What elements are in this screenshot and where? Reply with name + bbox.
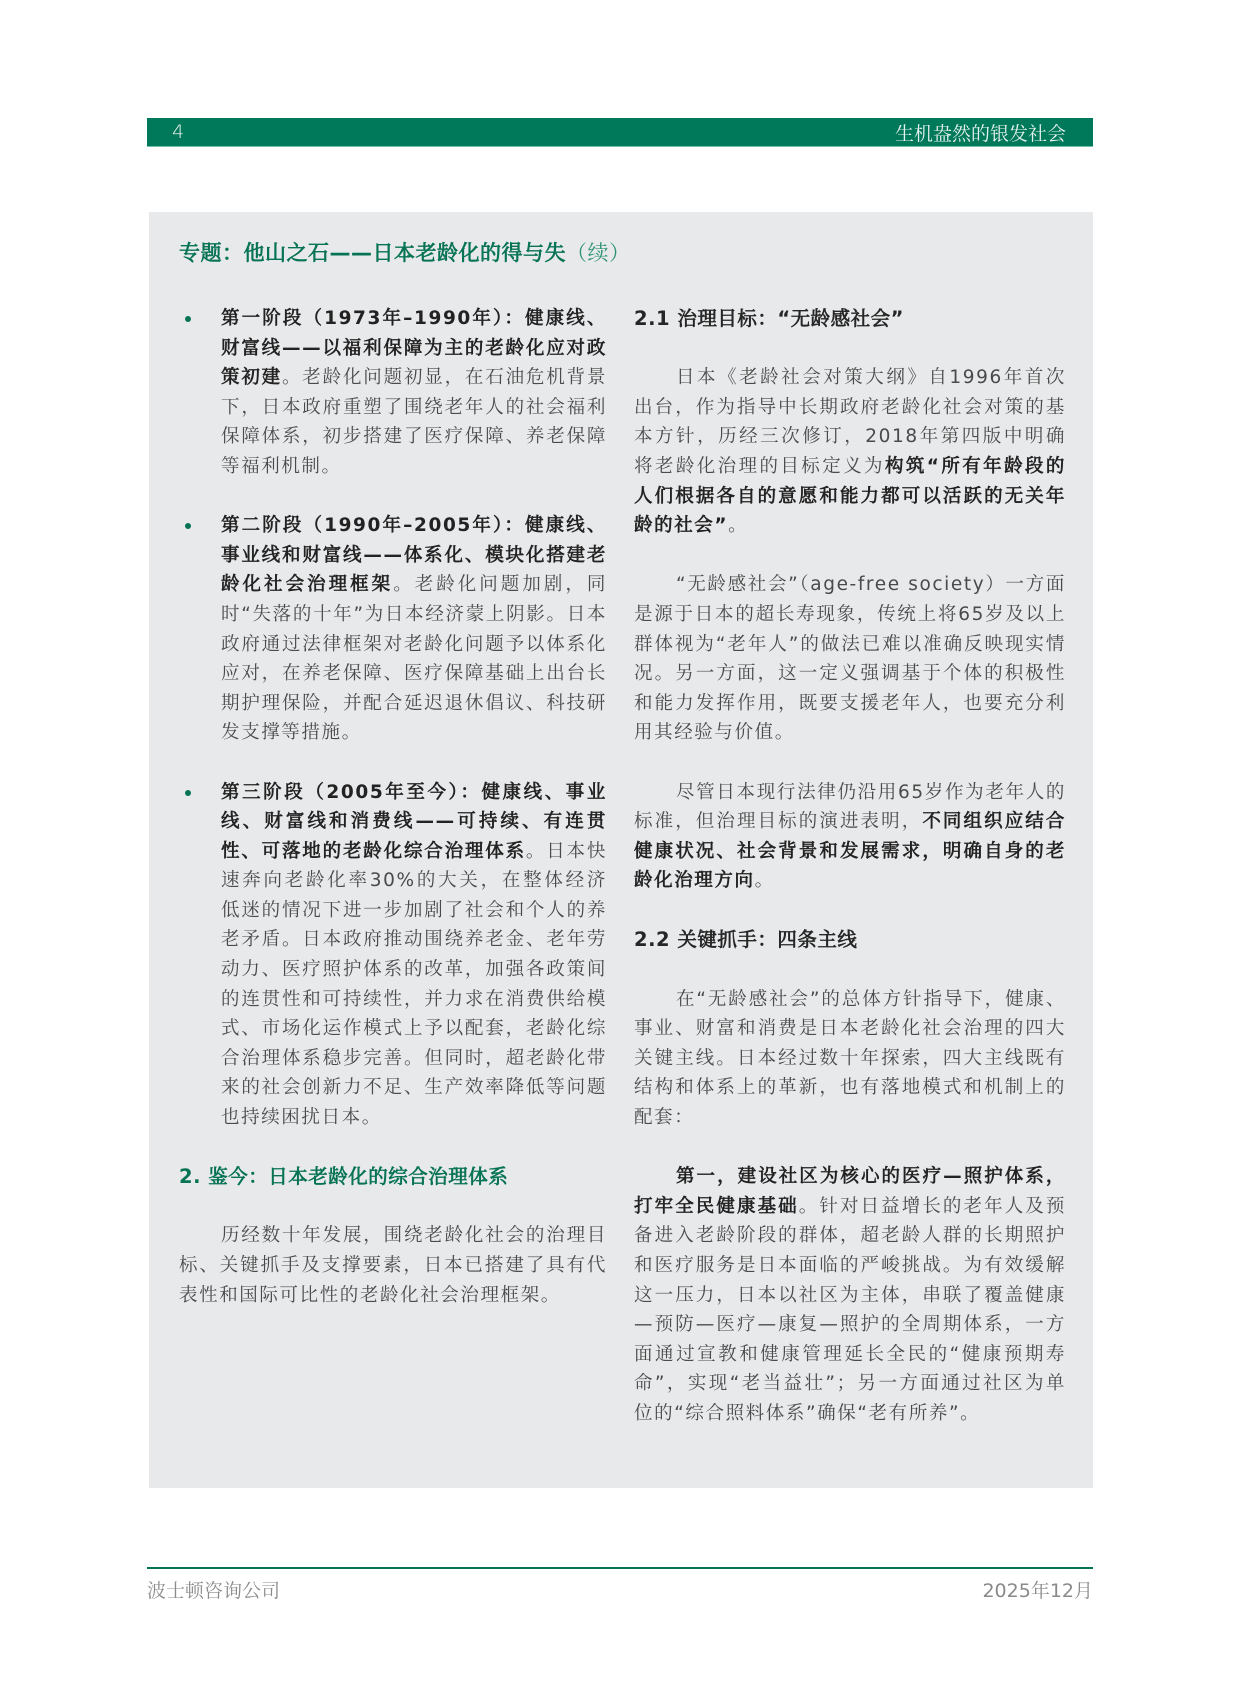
paragraph-legal-text: 尽管日本现行法律仍沿用65岁作为老年人的标准，但治理目标的演进表明， [634, 781, 1066, 833]
paragraph-four-lines: 在“无龄感社会”的总体方针指导下，健康、事业、财富和消费是日本老龄化社会治理的四大关键主线。日本经过数十年探索，四大主线既有结构和体系上的革新，也有落地模式和机制上的配套： [634, 988, 1066, 1129]
paragraph-outline [634, 363, 1066, 541]
stage-2-heading: 第二阶段（1990年–2005年）：健康线、事业线和财富线——体系化、模块化搭建老龄化社会治理框架 [221, 515, 607, 596]
list-item-stage-3 [179, 778, 607, 1133]
paragraph-legal-bold: 不同组织应结合健康状况、社会背景和发展需求，明确自身的老龄化治理方向 [634, 811, 1066, 892]
section-heading-2-1: 2.1 治理目标：“无龄感社会” [634, 307, 904, 330]
bullet-dot-icon [185, 523, 191, 529]
page-number: 4 [172, 121, 185, 143]
paragraph-age-free: “无龄感社会”（age-free society）一方面是源于日本的超长寿现象，传统上将65岁及以上群体视为“老年人”的做法已难以准确反映现实情况。另一方面，这一定义强调基于个体的积极性和能力发挥作用，既要支援老年人，也要充分利用其经验与价值。 [634, 574, 1066, 744]
stage-1-heading: 第一阶段（1973年–1990年）：健康线、财富线——以福利保障为主的老龄化应对政策初建 [221, 308, 607, 389]
paragraph-first-community [634, 1162, 1066, 1428]
stage-3-heading: 第三阶段（2005年至今）：健康线、事业线、财富线和消费线——可持续、有连贯性、可落地的老龄化综合治理体系 [221, 781, 607, 862]
paragraph-outline-bold: 构筑“所有年龄段的人们根据各自的意愿和能力都可以活跃的无关年龄的社会” [634, 455, 1067, 537]
bullet-dot-icon [185, 790, 191, 796]
panel-title-main: 专题：他山之石——日本老龄化的得与失 [179, 241, 566, 265]
paragraph-first-text: 。针对日益增长的老年人及预备进入老龄阶段的群体，超老龄人群的长期照护和医疗服务是日本面临的严峻挑战。为有效缓解这一压力，日本以社区为主体，串联了覆盖健康—预防—医疗—康复—照护的全周期体系，一方面通过宣教和健康管理延长全民的“健康预期寿命”，实现“老当益壮”；另一方面通过社区为单位的“综合照料体系”确保“老有所养”。 [634, 1195, 1066, 1424]
bullet-dot-icon [185, 316, 191, 322]
paragraph-first-bold: 第一，建设社区为核心的医疗—照护体系，打牢全民健康基础 [634, 1166, 1066, 1217]
panel-title [179, 237, 631, 267]
stage-2-text: 。老龄化问题加剧，同时“失落的十年”为日本经济蒙上阴影。日本政府通过法律框架对老龄化问题予以体系化应对，在养老保障、医疗保障基础上出台长期护理保险，并配合延迟退休倡议、科技研发支撑等措施。 [221, 574, 607, 744]
page-header-bar [147, 118, 1093, 147]
stage-1-text: 。老龄化问题初显，在石油危机背景下，日本政府重塑了围绕老年人的社会福利保障体系，初步搭建了医疗保障、养老保障等福利机制。 [221, 367, 607, 477]
right-column [634, 304, 1066, 1458]
footer-company: 波士顿咨询公司 [147, 1580, 281, 1602]
stage-3-text: 。日本快速奔向老龄化率30%的大关，在整体经济低迷的情况下进一步加剧了社会和个人的养老矛盾。日本政府推动围绕养老金、老年劳动力、医疗照护体系的改革，加强各政策间的连贯性和可持续性，并力求在消费供给模式、市场化运作模式上予以配套，老龄化综合治理体系稳步完善。但同时，超老龄化带来的社会创新力不足、生产效率降低等问题也持续困扰日本。 [221, 840, 607, 1129]
section-heading-2-2: 2.2 关键抓手：四条主线 [634, 928, 858, 952]
list-item-stage-1 [179, 304, 607, 482]
left-column [179, 304, 607, 1340]
paragraph-outline-text: 日本《老龄社会对策大纲》自1996年首次出台，作为指导中长期政府老龄化社会对策的基本方针，历经三次修订，2018年第四版中明确将老龄化治理的目标定义为 [634, 367, 1066, 477]
list-item-stage-2 [179, 511, 607, 748]
section-heading-2: 2. 鉴今：日本老龄化的综合治理体系 [179, 1165, 509, 1189]
paragraph-legal-end: 。 [754, 870, 775, 892]
section-2-paragraph: 历经数十年发展，围绕老龄化社会的治理目标、关键抓手及支撑要素，日本已搭建了具有代表性和国际可比性的老龄化社会治理框架。 [179, 1225, 607, 1306]
footer-date: 2025年12月 [982, 1580, 1093, 1602]
panel-title-continued: （续） [566, 241, 631, 265]
footer-divider [147, 1567, 1093, 1569]
paragraph-legal-standard [634, 778, 1066, 896]
paragraph-outline-end: 。 [728, 515, 749, 537]
report-title: 生机盎然的银发社会 [894, 122, 1066, 145]
